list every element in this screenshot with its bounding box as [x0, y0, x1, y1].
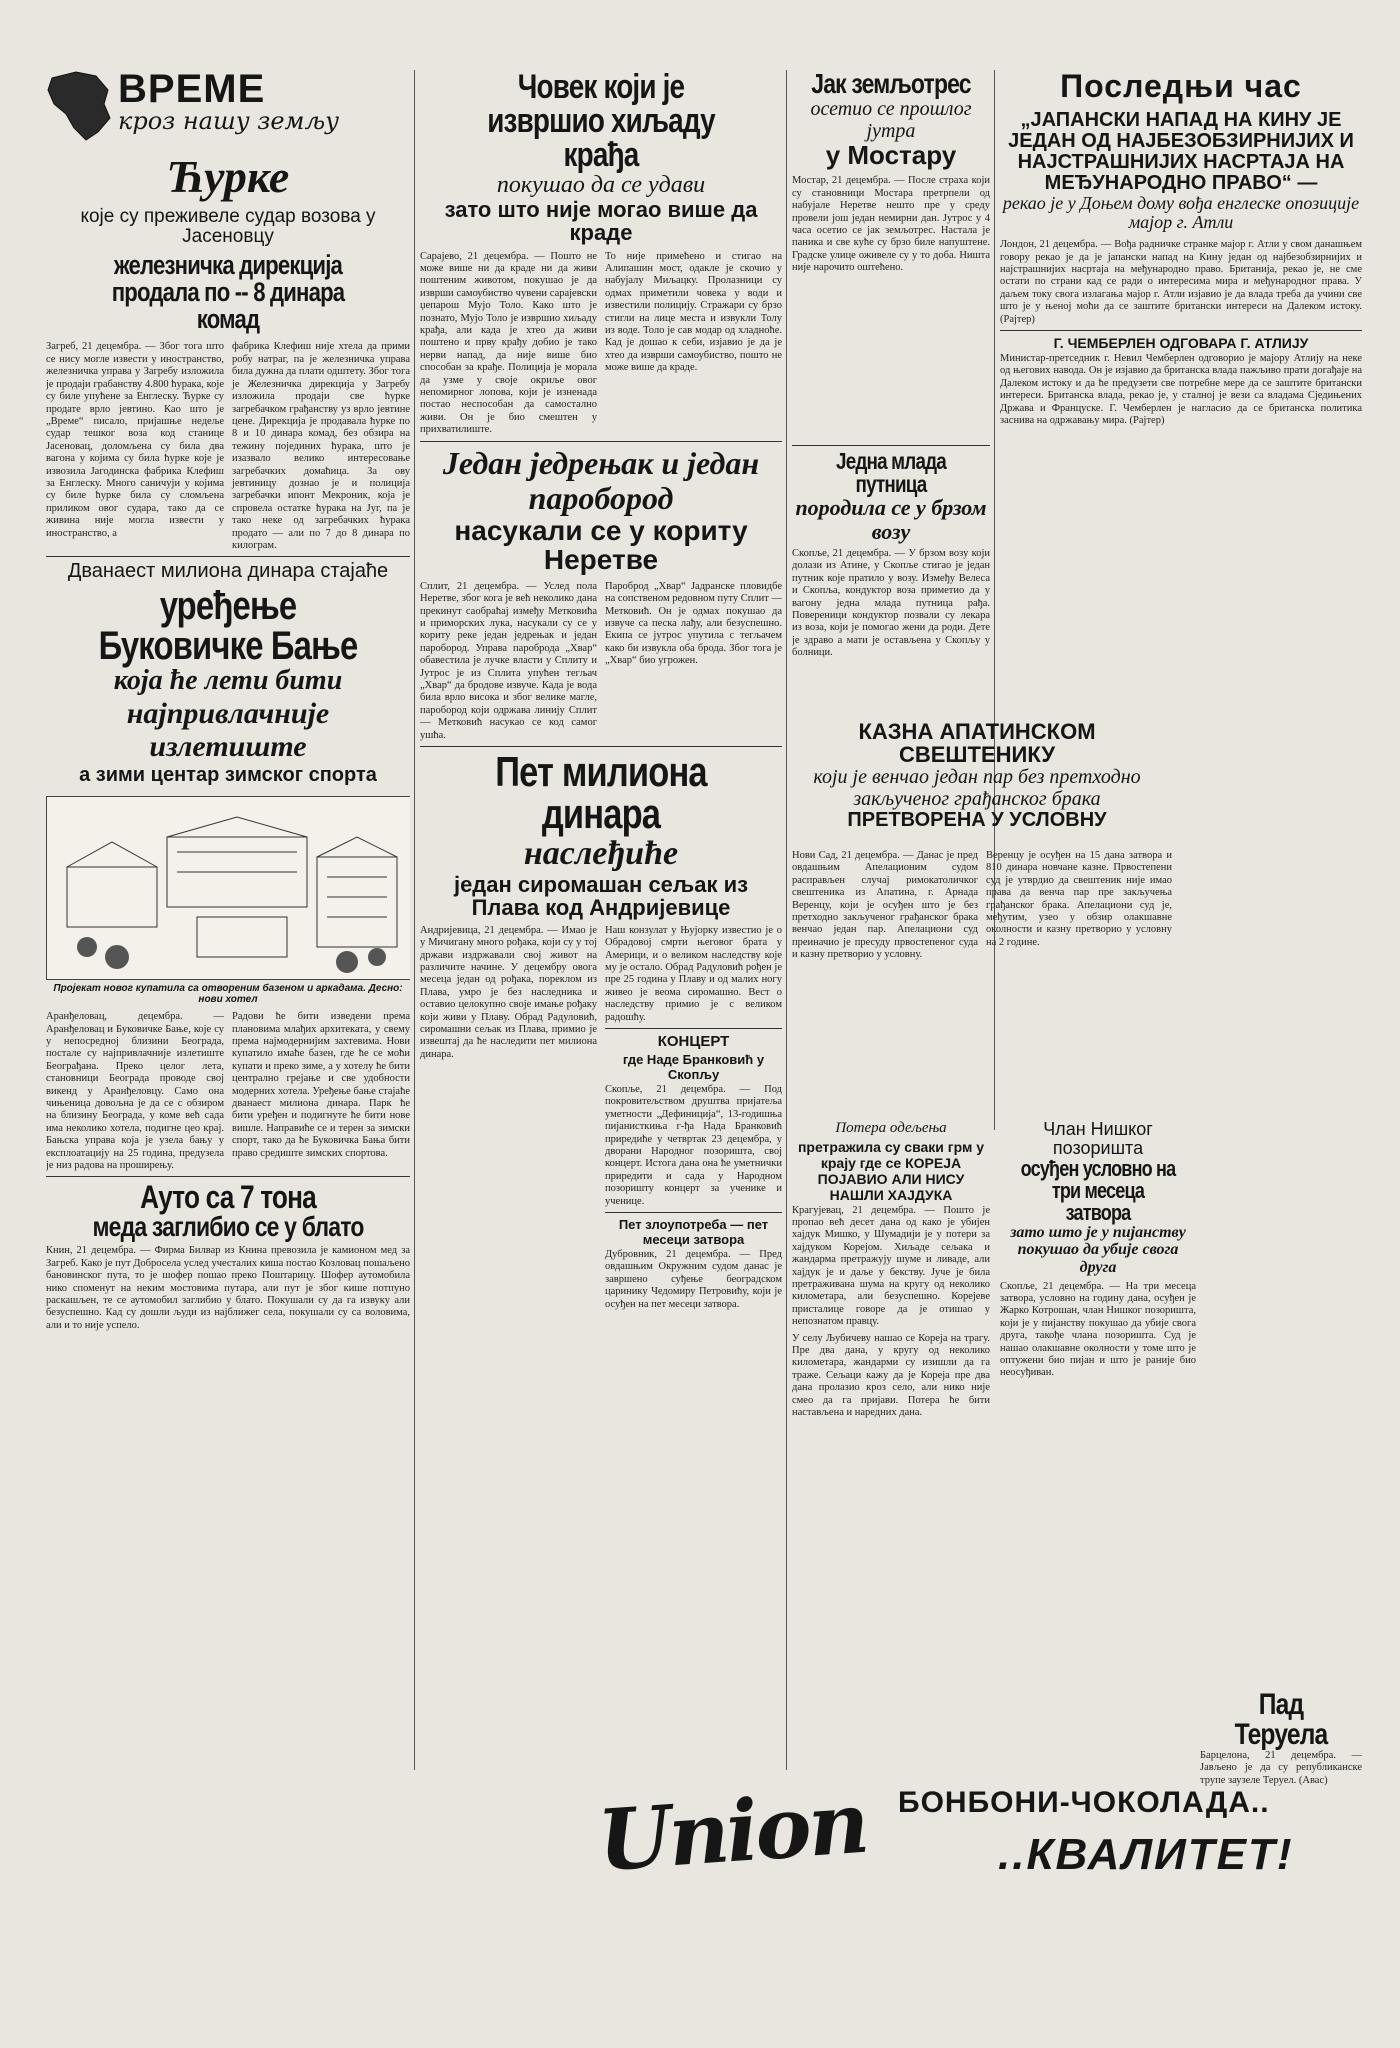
- masthead-title: ВРЕМЕ: [118, 70, 266, 111]
- article-ships: [420, 581, 782, 742]
- article-text: Дубровник, 21 децембра. — Пред овдашњим Окружним судом данас је завршено суђење београдском царинику Чедомиру Петровићу, који је осуђен на пет месеци затвора.: [605, 1249, 782, 1310]
- article-inheritance: [420, 925, 782, 1311]
- article-turkeys: [46, 341, 410, 552]
- subhead-quake-2: у Мостару: [825, 140, 957, 170]
- deck-turkeys: железничка дирекција продала по -- 8 динара комад: [111, 250, 345, 335]
- column-3: [792, 70, 990, 660]
- divider: [46, 1176, 410, 1177]
- article-text: фабрика Клефиш није хтела да прими робу натраг, па је железничка управа била дужна да плати одштету. Због тога је Железничка дирекција у Загребу изложила продаји све ћурке загребачком грађанству уз врло јевтине цене. Дирекција је продавала ћурке по 8 и 10 динара комад, без обзира на тежину појединих ћурака, што је изазвало велико интересовање загребачких домаћица. За ову јевтиницу дознао је и полиција загребачки ипонт Мекроник, која је спровела остатке ћурака на Југ, па је тако неке од загребачких ћурака продато — али по 7 до 8 динара по килограм.: [232, 341, 410, 551]
- subhead-spa-2: најпривлачније излетиште: [126, 697, 330, 764]
- article-text: Наш конзулат у Њујорку известио је о Обрадовој смрти његовог брата у Америци, и о великом наследству које му је остало. Обрад Радуловић рођен је пре 25 година у Плаву и од малих ногу живео је веома сиромашно. Вест о наследству примио је с великом радошћу.: [605, 924, 782, 1023]
- subhead-concert: где Наде Бранковић у Скопљу: [622, 1051, 765, 1082]
- article-text: Пароброд „Хвар“ Јадранске пловидбе на сопственом редовном путу Сплит — Метковић. Он је одмах покушао да извуче са песка лађу, али безуспешно. Екипа се јутрос упутила с тегљачем како би извукла оба брода. Због тога је „Хвар“ био угрожен.: [605, 580, 782, 667]
- headline-spa: уређење Буковичке Бање: [98, 584, 358, 669]
- article-text: Скопље, 21 децембра. — Под покровитељством друштва пријатеља уметности „Дефиниција“, 13-годишња пијанисткиња г-ђа Нада Бранковић приредиће у четвртак 23 децембра, у дворани Народног позоришта, свој концерт. Истога дана она ће уметнички приредити и сада у Народном позоришту концерт за ученике и ученице.: [605, 1083, 782, 1207]
- article-spa: [46, 1011, 410, 1172]
- article-priest: [792, 850, 1172, 962]
- headline-concert: КОНЦЕРТ: [657, 1032, 730, 1050]
- headline-thief-2: извршио хиљаду крађа: [487, 102, 715, 174]
- article-teruel: [1200, 1690, 1362, 1787]
- divider: [420, 441, 782, 442]
- column-rule: [414, 70, 415, 1770]
- subhead-thief-1: покушао да се удави: [496, 172, 706, 198]
- ad-line-2: ..КВАЛИТЕТ!: [998, 1830, 1294, 1879]
- article-text: Министар-претседник г. Невил Чемберлен одговорио је мајору Атлију на неке од његових навода. Он је изјавио да британска влада пажљиво прати догађаје на Далеком истоку и да ће предузети све потребне мере да се заштите британски интереси. Британска влада, рекао је, у сталној је вези са владама Сједињених Држава и Француске. Г. Чемберлен је нагласио да се британска политика заснива на одржавању мира. (Рајтер): [1000, 353, 1362, 427]
- subhead-inheritance-1: наслеђиће: [523, 835, 679, 873]
- subhead-thief-2: зато што није могао више да краде: [444, 197, 758, 246]
- article-text: Мостар, 21 децембра. — После страха који су становници Мостара претрпели од набујале Неретве нешто пре у среду провели још један немирни дан. Јутрос у 4 часа осетио се јак земљотрес. Настала је паника и све куће су брзо биле напуштене. Градске улице оживеле су у то доба. Ништа није нарочито оштећено.: [792, 175, 990, 274]
- subhead-quake-1: осетио се прошлог јутра: [810, 98, 972, 142]
- headline-ships-1: Један једрењак и један паробород: [442, 444, 760, 516]
- article-text: Андријевица, 21 децембра. — Имао је у Мичигану много рођака, који су у тој држави издржавали свој живот на различите начине. У децембру овога месеца један од рођака, пореклом из Плава, умро је без наследника и оставио целокупно своје имање рођаку који живи у Плаву. Обрад Радуловић, сиромашни сељак из Плава, примио је извештај да ће наследити пет милиона динара.: [420, 924, 597, 1060]
- article-actor: [1000, 1120, 1196, 1380]
- article-text: Скопље, 21 децембра. — На три месеца затвора, условно на годину дана, осуђен је Жарко Котрошан, члан Нишког позоришта, који је у пијанству покушао да убије свога друга, такође члана позоришта. Суд је нашао олакшавне околности у томе што је оптужени био пијан и што је раније био неосуђиван.: [1000, 1280, 1196, 1379]
- divider: [792, 445, 990, 446]
- ad-brand: Union: [594, 1772, 870, 1891]
- headline-turkeys: Ћурке: [166, 151, 290, 202]
- subhead-inheritance-2: један сиромашан сељак из Плава код Андријевице: [453, 871, 749, 920]
- article-text: Веренцу је осуђен на 15 дана затвора и 810 динара новчане казне. Првостепени суд је утврдио да свештеник није имао права да венча пар пре закључења грађанског брака. Апелациони суд је, међутим, узео у обзир олакшавне околности и казну претворио у условну на 2 године.: [986, 850, 1172, 948]
- headline-chamberlain: Г. ЧЕМБЕРЛЕН ОДГОВАРА Г. АТЛИЈУ: [1053, 335, 1309, 352]
- subhead-actor: зато што је у пијанству покушао да убије свога друга: [1010, 1223, 1186, 1276]
- article-text: Нови Сад, 21 децембра. — Данас је пред овдашњим Апелационим судом расправљен случај римокатоличког свештеника из Апатина, г. Арнада Веренцу, који је осуђен што је без претходно закљученог грађанског брака венчао један пар. Апелациони суд преиначио је пресуду првостепеног суда и казну претворио у условну.: [792, 850, 978, 961]
- article-text: Книн, 21 децембра. — Фирма Билвар из Книна превозила је камионом мед за Загреб. Како је пут Добросела услед учесталих киша постао Козловац пошаљено бановинског пута, то је шофер пошао преко Поштарицу. Шофер аутомобила нико споменут на неким мостовима путара, али пут је због кише потпуно раскашљен, те се аутомобил заглибио у блато. Покушали су да га извуку али безуспешно. Кад су дошли људи из најближег села, покушали су са воловима, али и то није успело.: [46, 1245, 410, 1331]
- spa-illustration: [46, 796, 410, 980]
- article-thief: [420, 251, 782, 437]
- column-rule: [786, 70, 787, 1770]
- headline-truck: Ауто са 7 тона: [140, 1179, 316, 1216]
- headline-priest: КАЗНА АПАТИНСКОМ СВЕШТЕНИКУ: [858, 720, 1096, 768]
- subhead-truck: меда заглибио се у блато: [92, 1211, 364, 1243]
- article-text: Аранђеловац, децембра. — Аранђеловац и Буковичке Бање, које су у непосредној близини Београда, постале су најпривлачније излетиште Београђана. Преко целог лета, становници Београда проводе свој викенд у Аранђеловцу. Само она чињеница довољна је да се с обзиром на близину Београда, у коме већ сада има неколико хотела, подигне цео крај. Бањска управа која је узела бању у експлоатацију на 25 година, предузела је низ радова на проширењу.: [46, 1011, 224, 1172]
- subhead-turkeys: које су преживеле судар возова у Јасеновцу: [80, 205, 376, 247]
- column-1: [46, 70, 410, 1332]
- divider: [46, 556, 410, 557]
- article-text: Радови ће бити изведени према плановима млађих архитеката, у свему према најмодернијим захтевима. Нови купатило имаће базен, где ће се моћи купати и преко зиме, а у хотелу ће бити централно грејање и све удобности модерних хотела. Уређење бање стајаће дванаест милиона динара. Парк ће бити уређен и подигнуте ће бити нове вишле. Направиће се и терен за зимски спорт, тако да ће Буковичка Бања бити право средиште зимских спортова.: [232, 1011, 410, 1159]
- kicker-actor: Члан Нишког позоришта: [1043, 1120, 1153, 1158]
- headline-fraud: Пет злоупотребa — пет месеци затвора: [618, 1217, 769, 1247]
- article-text: То није примећено и стигао на Алипашин мост, одакле је скочио у набујалу Миљацку. Пролазници су одмах приметили човека у води и известили полицију. Стражари су брзо стигли на лице места и извукли Толу из воде. Толо је сав модар од хладноће. Кад је дошао к себи, изјавио је да је хтео да изврши самоубиство, пошто не може више да краде.: [605, 250, 782, 374]
- headline-posse: претражила су сваки грм у крају где се КОРЕЈА ПОЈАВИО АЛИ НИСУ НАШЛИ ХАЈДУКА: [797, 1138, 985, 1203]
- divider: [605, 1212, 782, 1213]
- column-rule: [994, 70, 995, 1130]
- masthead-subtitle: кроз нашу земљу: [118, 107, 340, 135]
- ad-line-1: БОНБОНИ-ЧОКОЛАДА..: [898, 1786, 1270, 1819]
- article-text: Загреб, 21 децембра. — Због тога што се нису могле извести у иностранство, железничка управа у Загребу изложила је продаји грабанству 4.800 ћурака, које су биле упућене за Енглеску. Ћурке су продате врло јевтино. Као што је „Време“ писало, пријашње недеље судар тешког воза код станице Јасеновац, доломљена су била два вагона у којима су била ћурке које је извозила Јагодинска фабрика Клефиш за Енглеску. Много саничуји у којима су биле ћурке била су сломљена приликом овог судара, тако да се живина није могла извести у иностранство, а: [46, 341, 224, 539]
- article-text: Сарајево, 21 децембра. — Пошто не може више ни да краде ни да живи поштеним животом, покушао је да изврши самоубиство чувени сарајевски џепарош Мујо Толо. Како што је познато, Мујо Толо је извршио хиљаду крађа, али када је хтео да живи поштено и прву крађу добио је тако нерви напад, да није више био способан за крађе. Полиција је морала да узме у своје окриље овог непомирног лопова, који је изненада постао неспособан да самостално живи. Он је био смештен у прихватилиште.: [420, 250, 597, 436]
- union-chocolate-ad: [594, 1772, 1358, 1891]
- column-4: [1000, 70, 1362, 427]
- masthead-logo: [46, 70, 410, 148]
- yugoslavia-map-icon: [46, 70, 112, 142]
- column-3-4-mid: [792, 720, 1362, 831]
- article-text: У селу Љубичеву нашао се Кореја на трагу. Пре два дана, у кругу од неколико километара, жандарми су изишли да га траже. Сељаци кажу да је Кореја пре два дана пролазио кроз село, али нико није смео да га пријави. Потера ће бити настављена и наредних дана.: [792, 1332, 990, 1418]
- headline-last-hour: Последњи час: [1060, 70, 1302, 104]
- illustration-caption: Пројекат новог купатила са отвореним базеном и аркадама. Десно: нови хотел: [53, 983, 403, 1006]
- headline-quake: Јак земљотрес: [811, 70, 971, 99]
- headline-teruel: Пад Теруела: [1234, 1690, 1328, 1751]
- column-2: [420, 70, 782, 1311]
- column-3-lower: [792, 1120, 990, 1419]
- deck-priest: ПРЕТВОРЕНА У УСЛОВНУ: [847, 809, 1107, 832]
- subhead-attlee: рекао је у Доњем дому вођа енглеске опозиције мајор г. Атли: [1002, 192, 1360, 233]
- subhead-spa-1: која ће лети бити: [113, 665, 343, 697]
- headline-birth: Једна млада путница: [836, 447, 946, 497]
- article-text: Крагујевац, 21 децембра. — Пошто је пропао већ десет дана од како је убијен хајдук Мишко, у Шумадији је у потери за хајдуком Корејом. Хиљаде сељака и жандарма претражују шуме и ливаде, али хајдук је и даље у бекству. Јуче је била претраживана шума на кругу од неколико километара, али безуспешно. Корејеве присталице говоре да је отишао у непознатом правцу.: [792, 1204, 990, 1328]
- divider: [1000, 330, 1362, 331]
- divider: [420, 746, 782, 747]
- article-text: Сплит, 21 децембра. — Услед пола Неретве, због кога је већ неколико дана прекинут саобраћај између Метковића и приморских лука, насукали су се у кориту реке један једрењак и један паробород. Управа пароброда „Хвар“ обавестила је лучке власти у Сплиту и Јутрос је из Сплита упућен тегљач „Хвар“ да бродове извуче. Када је вода била врло висока и због велике магле, паробород који одржава линију Сплит — Метковић насукао се код самог ушћа.: [420, 580, 597, 741]
- kicker-posse: Потера одељења: [835, 1120, 947, 1136]
- article-text: Скопље, 21 децембра. — У брзом возу који долази из Атине, у Скопље стигао је један путник које пратило у возу. Између Велеса и Скопља, кондуктор воза приметио да у вагону једна млада путница рађа. Повереници кондуктор позвали су лекара из воза, који је помогао жени да роди. Дете је здраво а мати је остављена у Скопљу у болници.: [792, 547, 990, 659]
- article-text: Барцелона, 21 децембра. — Јављено је да су републиканске трупе заузеле Теруел. (Авас): [1200, 1750, 1362, 1786]
- divider: [605, 1028, 782, 1029]
- kicker-spa: Дванаест милиона динара стајаће: [67, 560, 389, 583]
- headline-thief-1: Човек који је: [517, 70, 685, 106]
- headline-attlee: „ЈАПАНСКИ НАПАД НА КИНУ ЈЕ ЈЕДАН ОД НАЈБЕЗОБЗИРНИЈИХ И НАЈСТРАШНИЈИХ НАСРТАЈА НА МЕЂУНАРОДНО ПРАВО“ —: [1008, 108, 1354, 194]
- subhead-spa-3: а зими центар зимског спорта: [79, 764, 377, 787]
- headline-ships-2: насукали се у кориту Неретве: [454, 515, 748, 576]
- headline-inheritance: Пет милиона динара: [495, 748, 707, 838]
- headline-actor: осуђен условно на три месеца затвора: [1020, 1155, 1176, 1225]
- subhead-priest: који је венчао један пар без претходно закљученог грађанског брака: [813, 766, 1141, 811]
- article-text: Лондон, 21 децембра. — Вођа радничке странке мајор г. Атли у свом данашњем говору рекао је да је јапански напад на Кину један од најбезобзирнијих и најстрашнијих насртаја на међународно право. Британија, рекао је, не сме остати по страни кад се ради о интересима мира и међународног права. У даљем току свога излагања мајор г. Атли изјавио је да влада треба да учини све што је у њеној моћи да се заштите британски интереси на Далеком истоку. (Рајтер): [1000, 239, 1362, 325]
- subhead-birth: породила се у брзом возу: [795, 494, 987, 544]
